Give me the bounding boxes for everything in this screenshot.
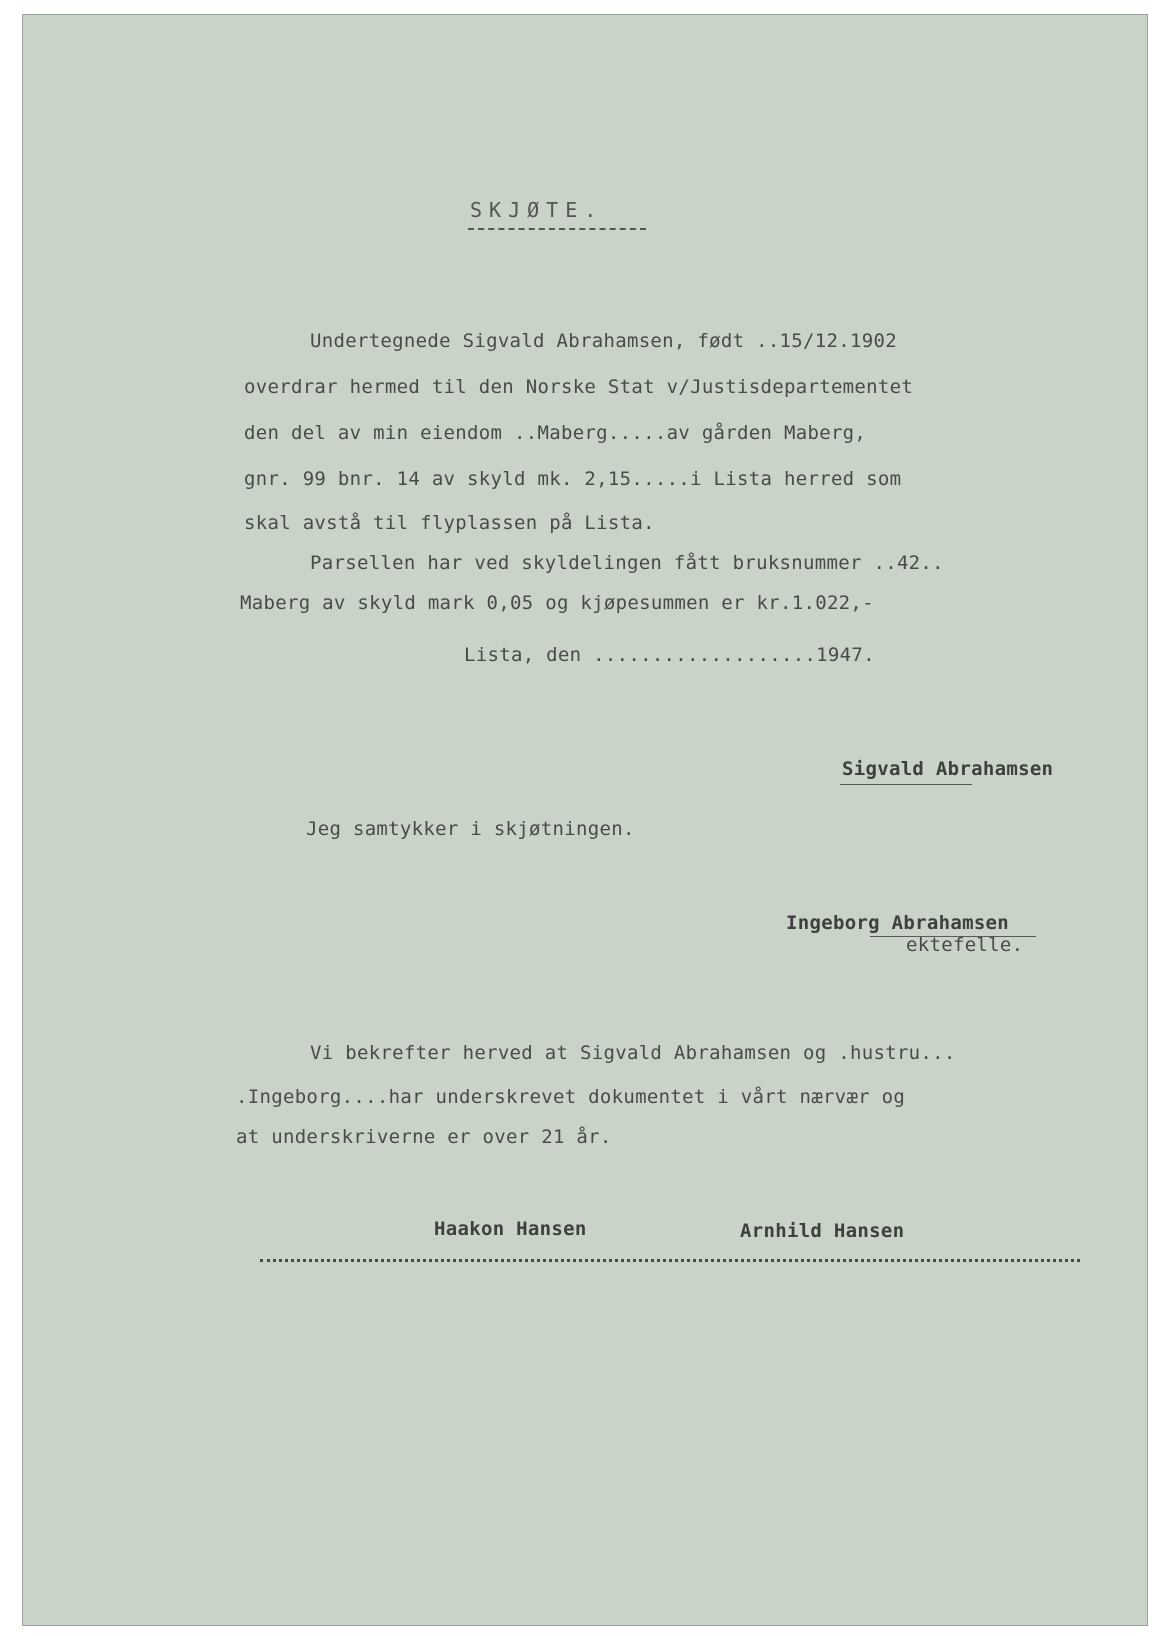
signature-sigvald-underline [840,784,972,785]
witness-line-2: .Ingeborg....har underskrevet dokumentet i vårt nærvær og [236,1086,906,1108]
witness-1-signature: Haakon Hansen [434,1218,587,1240]
document-page [22,14,1148,1626]
witness-line-3: at underskriverne er over 21 år. [236,1126,612,1148]
witness-2-signature: Arnhild Hansen [740,1220,905,1242]
document-title: SKJØTE. [470,198,604,222]
body-line-5: skal avstå til flyplassen på Lista. [244,512,655,534]
body-line-2: overdrar hermed til den Norske Stat v/Justisdepartementet [244,376,914,398]
place-date: Lista, den ...................1947. [464,644,875,666]
body-line-1: Undertegnede Sigvald Abrahamsen, født ..15/12.1902 [310,330,897,352]
witness-dotted-line [260,1259,1080,1262]
body-line-4: gnr. 99 bnr. 14 av skyld mk. 2,15.....i Lista herred som [244,468,902,490]
signature-ingeborg-role: ektefelle. [906,934,1024,956]
body-line-7: Maberg av skyld mark 0,05 og kjøpesummen er kr.1.022,- [240,592,874,614]
signature-sigvald: Sigvald Abrahamsen [842,758,1054,780]
consent-text: Jeg samtykker i skjøtningen. [306,818,635,840]
body-line-3: den del av min eiendom ..Maberg.....av gården Maberg, [244,422,867,444]
title-underline [468,228,646,230]
witness-line-1: Vi bekrefter herved at Sigvald Abrahamsen og .hustru... [310,1042,956,1064]
signature-ingeborg: Ingeborg Abrahamsen [786,912,1010,934]
body-line-6: Parsellen har ved skyldelingen fått bruksnummer ..42.. [310,552,944,574]
